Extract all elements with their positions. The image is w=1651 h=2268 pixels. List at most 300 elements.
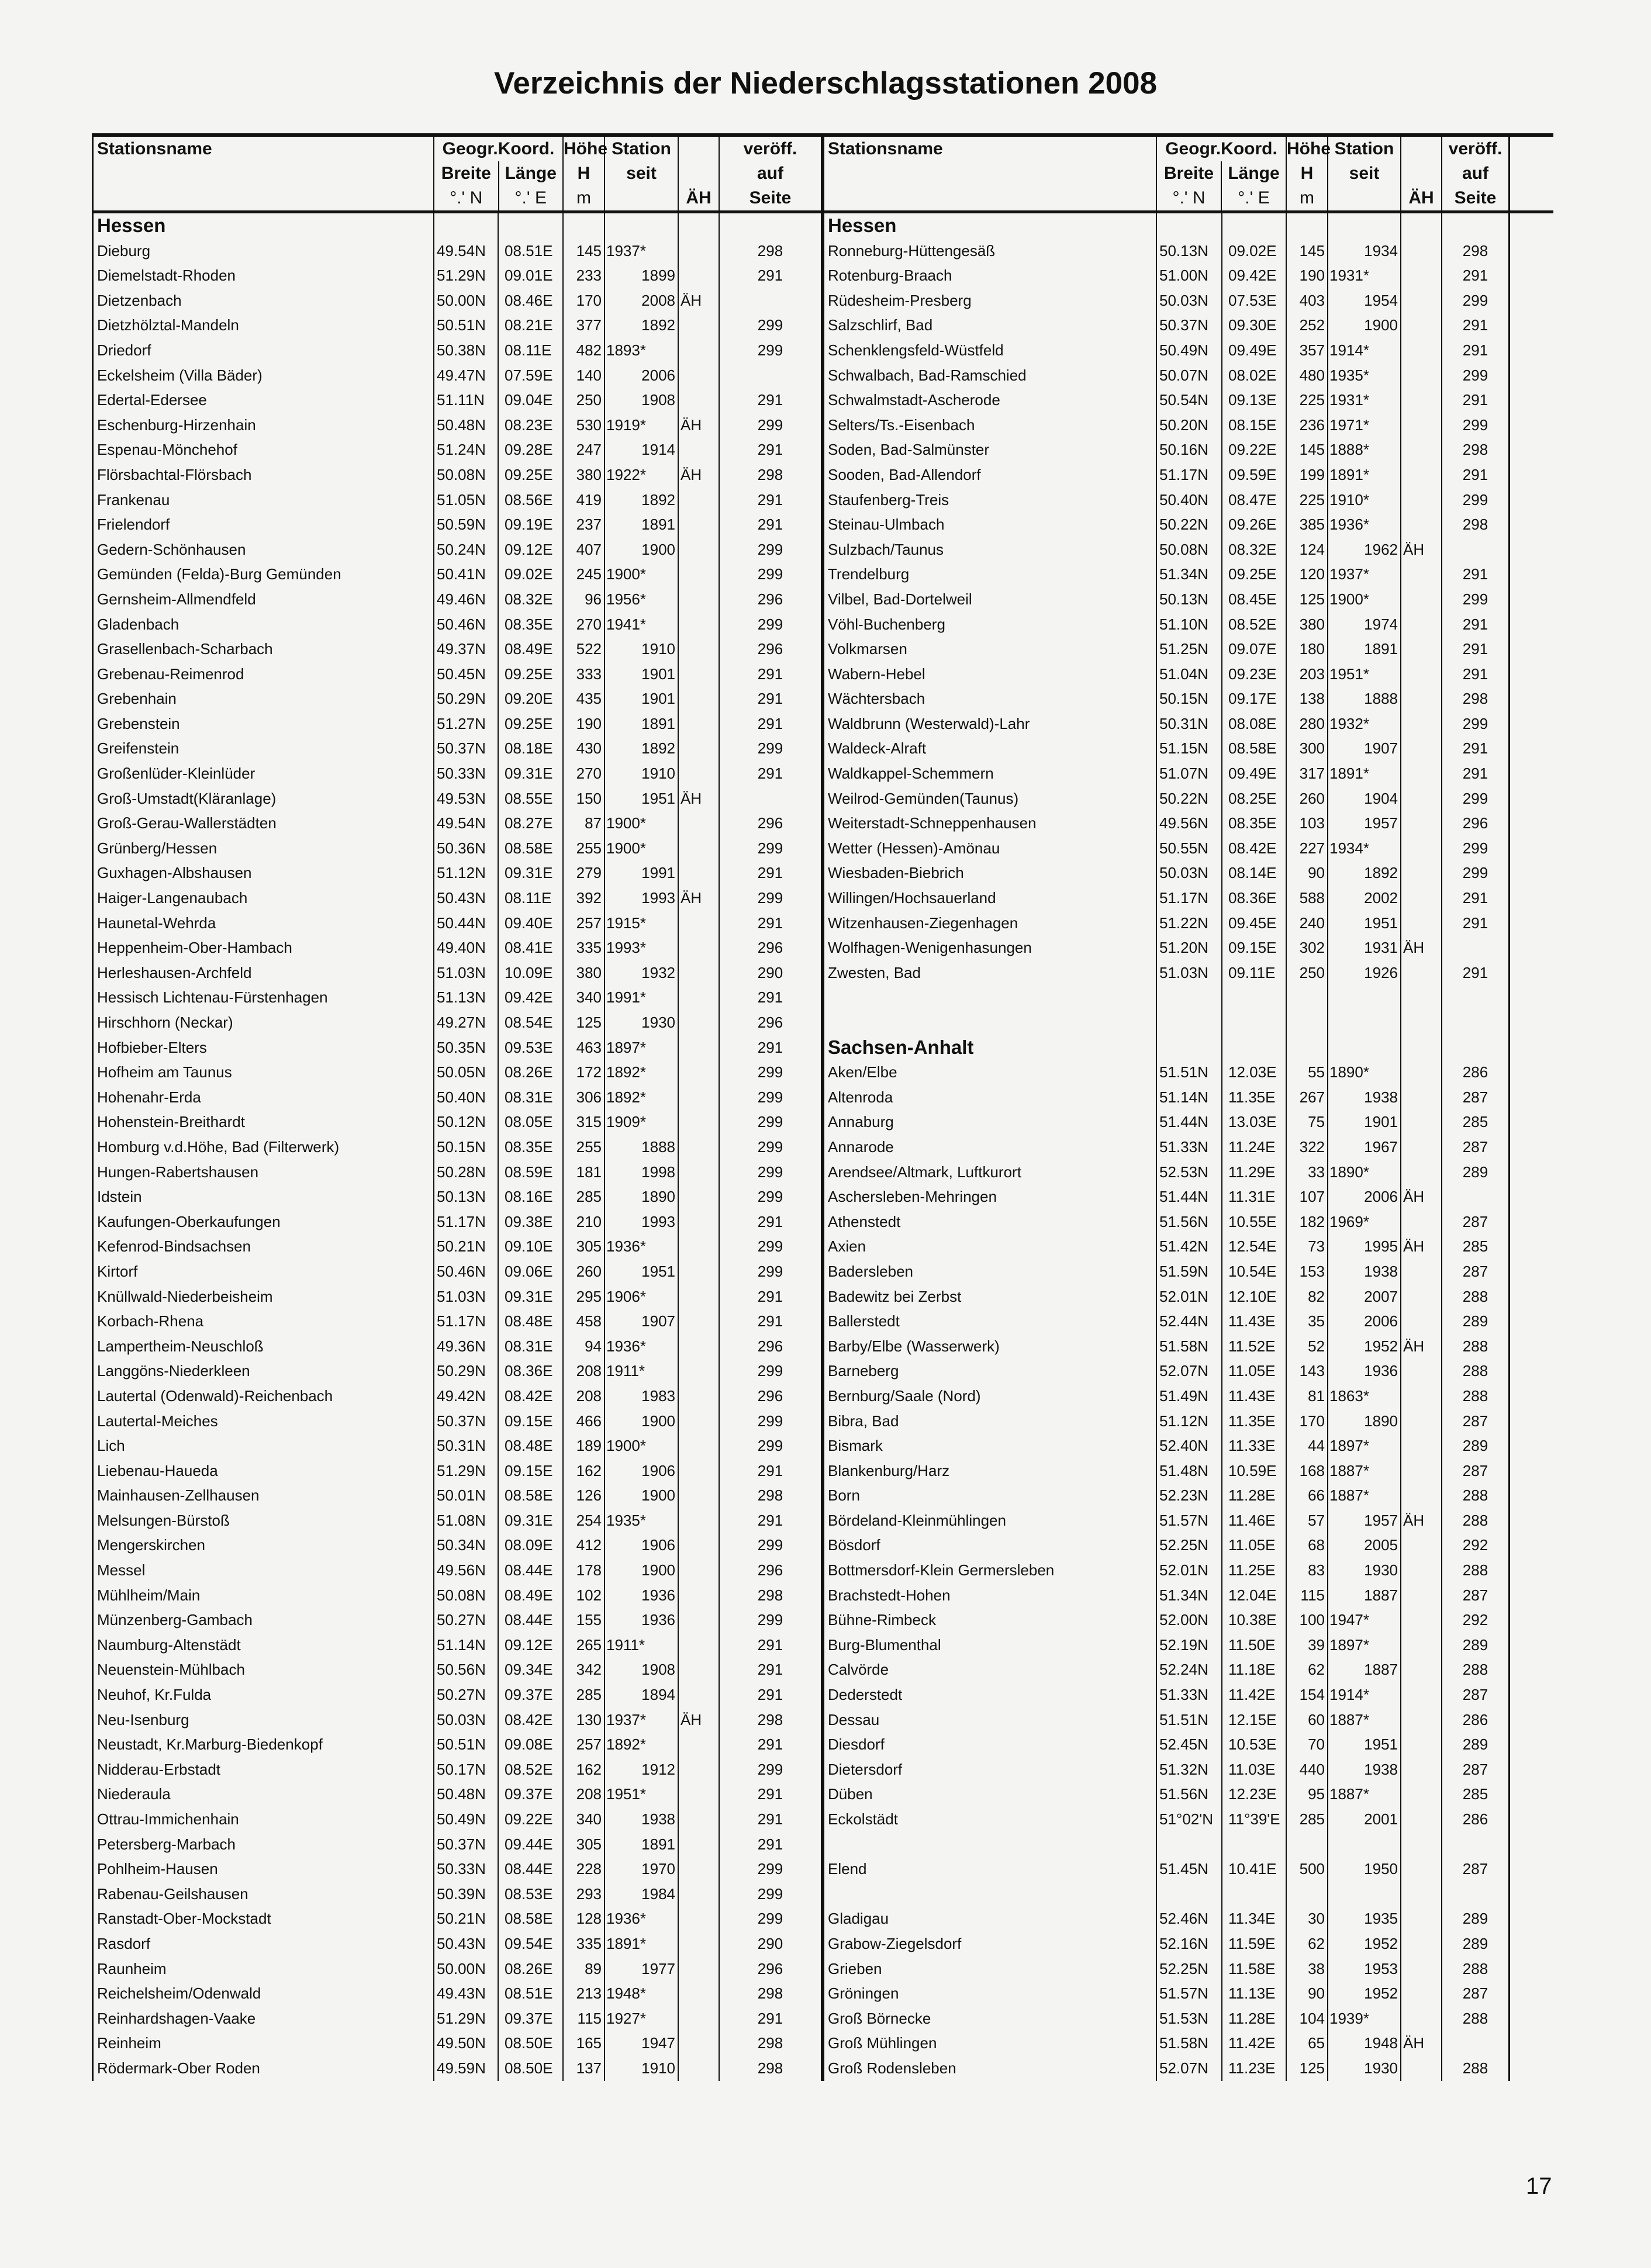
station-height: 270	[564, 612, 605, 637]
table-row	[823, 1757, 1553, 1782]
station-height: 172	[564, 1060, 605, 1085]
station-since-year: 1900	[641, 1486, 675, 1505]
station-page: 298	[720, 1981, 823, 2006]
station-since	[605, 836, 679, 861]
station-since-year: 1900*	[606, 814, 646, 832]
station-ah: ÄH	[1401, 2031, 1442, 2056]
table-row	[823, 338, 1553, 363]
station-latitude: 50.34N	[434, 1533, 499, 1558]
station-name: Wolfhagen-Wenigenhasungen	[823, 935, 1157, 960]
station-latitude: 49.50N	[434, 2031, 499, 2056]
table-row	[92, 1309, 823, 1334]
station-name: Mainhausen-Zellhausen	[92, 1483, 434, 1508]
station-name: Bördeland-Kleinmühlingen	[823, 1508, 1157, 1533]
station-latitude: 52.19N	[1157, 1633, 1222, 1658]
station-since-year: 1912	[641, 1760, 675, 1778]
station-latitude: 52.25N	[1157, 1956, 1222, 1982]
station-name: Rasdorf	[92, 1931, 434, 1956]
station-longitude: 08.11E	[499, 338, 564, 363]
station-since-year: 1914*	[1329, 1686, 1369, 1704]
station-since-year: 1887*	[1329, 1710, 1369, 1728]
empty-cell	[1287, 1035, 1328, 1060]
station-name: Grebenhain	[92, 686, 434, 711]
station-since	[605, 313, 679, 338]
station-since-year: 1901	[641, 665, 675, 683]
station-since	[1328, 1209, 1401, 1235]
table-row	[92, 860, 823, 886]
station-since	[605, 2056, 679, 2081]
station-since-year: 1919*	[606, 416, 646, 434]
table-row	[823, 1807, 1553, 1832]
station-name: Grünberg/Hessen	[92, 836, 434, 861]
empty-cell	[1442, 1832, 1510, 1857]
station-since-year: 1931*	[1329, 391, 1369, 409]
station-page: 289	[1442, 1732, 1510, 1757]
station-page: 291	[720, 1209, 823, 1235]
station-longitude: 09.59E	[1222, 462, 1287, 488]
table-row	[823, 1160, 1553, 1185]
station-ah	[679, 1184, 720, 1209]
station-latitude: 50.54N	[1157, 388, 1222, 413]
station-name: Witzenhausen-Ziegenhagen	[823, 911, 1157, 936]
station-name: Flörsbachtal-Flörsbach	[92, 462, 434, 488]
empty-cell	[1401, 213, 1442, 238]
station-height: 182	[1287, 1209, 1328, 1235]
station-ah	[679, 1209, 720, 1235]
station-latitude: 50.49N	[434, 1807, 499, 1832]
station-since	[605, 1906, 679, 1931]
station-name: Vöhl-Buchenberg	[823, 612, 1157, 637]
station-since	[1328, 1657, 1401, 1682]
empty-cell	[1222, 1010, 1287, 1035]
station-since-year: 1957	[1364, 814, 1398, 832]
station-name: Hofheim am Taunus	[92, 1060, 434, 1085]
table-row	[92, 1832, 823, 1857]
station-name: Bismark	[823, 1433, 1157, 1458]
station-since	[1328, 1184, 1401, 1209]
station-name: Wächtersbach	[823, 686, 1157, 711]
station-ah	[679, 1508, 720, 1533]
station-page: 288	[1442, 1956, 1510, 1982]
table-row	[92, 2031, 823, 2056]
station-ah	[1401, 1807, 1442, 1832]
station-name: Groß Rodensleben	[823, 2056, 1157, 2081]
station-page: 296	[720, 587, 823, 612]
station-ah	[1401, 1433, 1442, 1458]
station-since-year: 1962	[1364, 540, 1398, 558]
station-page: 288	[1442, 1657, 1510, 1682]
station-longitude: 11.31E	[1222, 1184, 1287, 1209]
station-page: 287	[1442, 1757, 1510, 1782]
station-latitude: 51.05N	[434, 488, 499, 513]
station-ah	[679, 1856, 720, 1882]
station-longitude: 09.23E	[1222, 662, 1287, 687]
station-height: 252	[1287, 313, 1328, 338]
station-longitude: 11.33E	[1222, 1433, 1287, 1458]
station-latitude: 52.53N	[1157, 1160, 1222, 1185]
station-ah	[679, 2031, 720, 2056]
station-since-year: 1900	[641, 1412, 675, 1430]
station-since	[1328, 1558, 1401, 1583]
table-row	[92, 1732, 823, 1757]
header-published-label: veröff.	[1448, 139, 1503, 158]
station-height: 250	[1287, 960, 1328, 986]
station-longitude: 08.42E	[1222, 836, 1287, 861]
station-ah	[1401, 736, 1442, 761]
station-ah	[679, 363, 720, 388]
station-height: 62	[1287, 1657, 1328, 1682]
station-page: 287	[1442, 1259, 1510, 1284]
station-height: 75	[1287, 1109, 1328, 1135]
table-row	[823, 1085, 1553, 1110]
station-longitude: 08.18E	[499, 736, 564, 761]
station-page: 299	[720, 836, 823, 861]
station-longitude: 08.47E	[1222, 488, 1287, 513]
station-page: 299	[720, 562, 823, 587]
station-longitude: 11.03E	[1222, 1757, 1287, 1782]
station-since	[605, 1956, 679, 1982]
table-row	[823, 1732, 1553, 1757]
station-height: 120	[1287, 562, 1328, 587]
station-page: 298	[720, 1707, 823, 1733]
station-name: Guxhagen-Albshausen	[92, 860, 434, 886]
header-station-since	[1328, 137, 1401, 210]
station-latitude: 51°02'N	[1157, 1807, 1222, 1832]
station-longitude: 09.02E	[499, 562, 564, 587]
header-ah-label: ÄH	[686, 188, 711, 208]
station-name: Brachstedt-Hohen	[823, 1583, 1157, 1608]
station-since	[605, 1981, 679, 2006]
station-since	[605, 985, 679, 1010]
station-since-year: 1993	[641, 889, 675, 907]
table-row	[823, 736, 1553, 761]
station-height: 357	[1287, 338, 1328, 363]
station-height: 340	[564, 1807, 605, 1832]
station-height: 208	[564, 1358, 605, 1384]
station-since-year: 1938	[1364, 1760, 1398, 1778]
station-longitude: 08.26E	[499, 1060, 564, 1085]
station-name: Badersleben	[823, 1259, 1157, 1284]
station-height: 233	[564, 263, 605, 288]
station-height: 480	[1287, 363, 1328, 388]
station-name: Aschersleben-Mehringen	[823, 1184, 1157, 1209]
station-page: 299	[720, 1135, 823, 1160]
station-longitude: 08.31E	[499, 1085, 564, 1110]
station-longitude: 11.52E	[1222, 1334, 1287, 1359]
header-published	[720, 137, 823, 210]
station-ah	[1401, 238, 1442, 264]
table-row	[92, 1583, 823, 1608]
station-name: Grabow-Ziegelsdorf	[823, 1931, 1157, 1956]
station-page: 290	[720, 1931, 823, 1956]
table-row	[92, 1807, 823, 1832]
station-since-year: 1991	[641, 864, 675, 882]
table-row	[823, 1981, 1553, 2006]
page-number: 17	[1526, 2173, 1552, 2199]
table-row	[92, 1558, 823, 1583]
station-name: Schwalbach, Bad-Ramschied	[823, 363, 1157, 388]
station-name: Naumburg-Altenstädt	[92, 1633, 434, 1658]
station-height: 530	[564, 413, 605, 438]
station-ah: ÄH	[679, 288, 720, 313]
station-ah	[679, 1807, 720, 1832]
station-height: 392	[564, 886, 605, 911]
table-row	[823, 686, 1553, 711]
station-height: 178	[564, 1558, 605, 1583]
table-row	[823, 1533, 1553, 1558]
station-since	[1328, 1931, 1401, 1956]
station-page: 287	[1442, 1458, 1510, 1484]
station-page: 296	[720, 1010, 823, 1035]
station-page	[720, 288, 823, 313]
station-since	[605, 1682, 679, 1707]
header-height	[1287, 137, 1331, 210]
station-height: 154	[1287, 1682, 1328, 1707]
station-longitude: 11°39'E	[1222, 1807, 1287, 1832]
station-page: 296	[720, 811, 823, 836]
station-longitude: 11.50E	[1222, 1633, 1287, 1658]
station-name: Gernsheim-Allmendfeld	[92, 587, 434, 612]
station-ah	[679, 1334, 720, 1359]
station-since	[605, 1856, 679, 1882]
station-height: 150	[564, 786, 605, 811]
station-ah	[1401, 587, 1442, 612]
station-name: Neu-Isenburg	[92, 1707, 434, 1733]
station-since-year: 1911*	[606, 1362, 645, 1380]
station-since-year: 1890*	[1329, 1163, 1369, 1181]
station-since	[1328, 462, 1401, 488]
station-longitude: 08.36E	[1222, 886, 1287, 911]
station-since-year: 1891*	[1329, 465, 1369, 483]
station-since-year: 1900*	[1329, 590, 1369, 608]
station-page: 299	[720, 1184, 823, 1209]
station-longitude: 11.29E	[1222, 1160, 1287, 1185]
station-height: 170	[1287, 1409, 1328, 1434]
station-page: 296	[720, 1956, 823, 1982]
station-page: 299	[720, 1234, 823, 1259]
station-longitude: 08.08E	[1222, 711, 1287, 737]
station-since	[605, 662, 679, 687]
station-page: 291	[1442, 338, 1510, 363]
station-ah	[1401, 1682, 1442, 1707]
station-name: Bottmersdorf-Klein Germersleben	[823, 1558, 1157, 1583]
station-since	[1328, 437, 1401, 462]
station-ah	[1401, 512, 1442, 537]
station-longitude: 11.35E	[1222, 1409, 1287, 1434]
station-since-year: 1977	[641, 1959, 675, 1977]
station-longitude: 09.07E	[1222, 637, 1287, 662]
station-latitude: 50.20N	[1157, 413, 1222, 438]
station-page: 289	[1442, 1433, 1510, 1458]
station-latitude: 51.03N	[434, 1284, 499, 1309]
station-latitude: 49.27N	[434, 1010, 499, 1035]
station-since-year: 1891	[1364, 640, 1398, 658]
station-height: 267	[1287, 1085, 1328, 1110]
station-since	[1328, 786, 1401, 811]
station-ah	[679, 1160, 720, 1185]
station-ah	[1401, 1160, 1442, 1185]
station-page: 287	[1442, 1085, 1510, 1110]
station-since	[1328, 761, 1401, 786]
empty-cell	[1157, 1832, 1222, 1857]
station-since	[1328, 587, 1401, 612]
station-since-year: 1907	[641, 1312, 675, 1330]
station-page: 299	[720, 612, 823, 637]
station-page: 289	[1442, 1160, 1510, 1185]
station-ah	[679, 1409, 720, 1434]
station-since	[605, 1035, 679, 1060]
station-longitude: 08.16E	[499, 1184, 564, 1209]
station-name: Groß-Umstadt(Kläranlage)	[92, 786, 434, 811]
station-page: 285	[1442, 1234, 1510, 1259]
empty-cell	[1401, 1832, 1442, 1857]
station-page: 299	[720, 1433, 823, 1458]
station-name: Grieben	[823, 1956, 1157, 1982]
station-height: 180	[1287, 637, 1328, 662]
station-since-year: 1891*	[606, 1934, 646, 1952]
station-since	[1328, 1409, 1401, 1434]
station-since	[605, 786, 679, 811]
table-row	[92, 1085, 823, 1110]
station-since	[1328, 1384, 1401, 1409]
empty-cell	[434, 213, 499, 238]
station-ah	[1401, 811, 1442, 836]
station-height: 458	[564, 1309, 605, 1334]
empty-cell	[1157, 985, 1222, 1010]
station-name: Ranstadt-Ober-Mockstadt	[92, 1906, 434, 1931]
station-latitude: 51.17N	[434, 1309, 499, 1334]
station-ah	[1401, 363, 1442, 388]
station-latitude: 50.36N	[434, 836, 499, 861]
station-since-year: 1971*	[1329, 416, 1369, 434]
station-name: Altenroda	[823, 1085, 1157, 1110]
station-since	[1328, 1732, 1401, 1757]
station-page: 291	[1442, 911, 1510, 936]
station-since-year: 1888	[1364, 690, 1398, 708]
station-ah	[1401, 313, 1442, 338]
table-row	[823, 537, 1553, 562]
station-since-year: 1936	[641, 1611, 675, 1629]
station-since	[605, 1284, 679, 1309]
station-since-year: 1890	[1364, 1412, 1398, 1430]
station-page: 296	[720, 1384, 823, 1409]
station-since-year: 1901	[1364, 1113, 1398, 1131]
station-height: 305	[564, 1234, 605, 1259]
station-since-year: 1891	[641, 714, 675, 732]
table-row	[92, 388, 823, 413]
station-since-year: 1952	[1364, 1337, 1398, 1355]
station-ah	[1401, 786, 1442, 811]
station-name: Gedern-Schönhausen	[92, 537, 434, 562]
station-name: Messel	[92, 1558, 434, 1583]
station-page: 291	[1442, 662, 1510, 687]
station-ah	[1401, 1607, 1442, 1633]
station-latitude: 51.20N	[1157, 935, 1222, 960]
station-page: 291	[720, 437, 823, 462]
table-row	[92, 1856, 823, 1882]
station-since-year: 2006	[1364, 1312, 1398, 1330]
station-since	[1328, 413, 1401, 438]
station-since-year: 1941*	[606, 615, 646, 633]
station-ah	[1401, 960, 1442, 986]
station-page: 288	[1442, 1384, 1510, 1409]
station-height: 335	[564, 935, 605, 960]
station-name: Lautertal (Odenwald)-Reichenbach	[92, 1384, 434, 1409]
station-ah	[679, 313, 720, 338]
station-ah	[1401, 1358, 1442, 1384]
station-name: Gladigau	[823, 1906, 1157, 1931]
station-since-year: 1891	[641, 1835, 675, 1853]
station-name: Born	[823, 1483, 1157, 1508]
station-page: 299	[1442, 413, 1510, 438]
station-name: Eschenburg-Hirzenhain	[92, 413, 434, 438]
table-row	[823, 388, 1553, 413]
station-longitude: 11.05E	[1222, 1533, 1287, 1558]
table-row	[92, 338, 823, 363]
station-longitude: 09.31E	[499, 860, 564, 886]
station-page: 291	[720, 2006, 823, 2031]
station-page: 299	[720, 1882, 823, 1907]
header-since-label: seit	[626, 164, 657, 183]
station-name: Rödermark-Ober Roden	[92, 2056, 434, 2081]
station-since-year: 1935	[1364, 1910, 1398, 1928]
station-name: Rotenburg-Braach	[823, 263, 1157, 288]
station-name: Axien	[823, 1234, 1157, 1259]
station-latitude: 50.48N	[434, 413, 499, 438]
station-name: Wiesbaden-Biebrich	[823, 860, 1157, 886]
station-since	[605, 1782, 679, 1807]
station-latitude: 51.51N	[1157, 1060, 1222, 1085]
empty-cell	[1157, 1035, 1222, 1060]
station-longitude: 08.14E	[1222, 860, 1287, 886]
station-longitude: 09.25E	[499, 462, 564, 488]
station-since-year: 1939*	[1329, 2009, 1369, 2027]
table-row	[92, 612, 823, 637]
station-page	[720, 786, 823, 811]
header-lat-unit: °.' N	[1157, 186, 1222, 210]
station-longitude: 11.23E	[1222, 2056, 1287, 2081]
station-latitude: 50.03N	[434, 1707, 499, 1733]
station-name: Blankenburg/Harz	[823, 1458, 1157, 1484]
station-since	[1328, 960, 1401, 986]
station-ah	[679, 1832, 720, 1857]
station-height: 73	[1287, 1234, 1328, 1259]
station-since	[605, 1732, 679, 1757]
station-name: Waldkappel-Schemmern	[823, 761, 1157, 786]
station-since	[605, 1135, 679, 1160]
station-height: 203	[1287, 662, 1328, 687]
station-longitude: 08.58E	[499, 1483, 564, 1508]
station-since-year: 1983	[641, 1387, 675, 1405]
station-since-year: 1936*	[606, 1237, 646, 1256]
station-longitude: 09.28E	[499, 437, 564, 462]
station-ah	[679, 761, 720, 786]
station-page: 291	[720, 1782, 823, 1807]
station-longitude: 09.10E	[499, 1234, 564, 1259]
station-height: 35	[1287, 1309, 1328, 1334]
station-ah	[1401, 1757, 1442, 1782]
station-ah	[1401, 2056, 1442, 2081]
station-page: 292	[1442, 1533, 1510, 1558]
station-height: 306	[564, 1085, 605, 1110]
table-row	[92, 1633, 823, 1658]
station-longitude: 09.25E	[499, 662, 564, 687]
station-longitude: 12.04E	[1222, 1583, 1287, 1608]
station-ah	[679, 1882, 720, 1907]
station-name: Bibra, Bad	[823, 1409, 1157, 1434]
station-latitude: 51.44N	[1157, 1109, 1222, 1135]
table-row	[823, 512, 1553, 537]
